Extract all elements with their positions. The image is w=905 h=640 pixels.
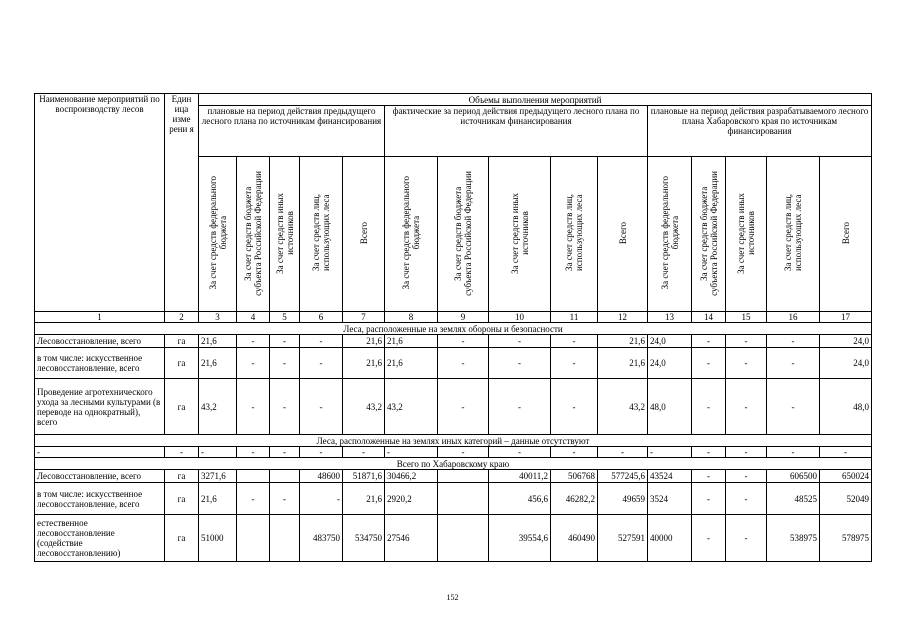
row-unit-cell: - — [165, 447, 199, 458]
value-cell: - — [692, 379, 726, 435]
value-cell: 21,6 — [385, 348, 438, 379]
value-cell: - — [551, 348, 598, 379]
value-cell: - — [692, 447, 726, 458]
row-name-cell: - — [35, 447, 165, 458]
subheader-total: Всего — [820, 157, 872, 312]
row-unit-cell: га — [165, 348, 199, 379]
value-cell — [438, 515, 489, 562]
value-cell: 2920,2 — [385, 483, 438, 515]
value-cell: 578975 — [820, 515, 872, 562]
value-cell — [438, 470, 489, 483]
row-name-cell: Лесовосстановление, всего — [35, 335, 165, 348]
value-cell: 39554,6 — [489, 515, 551, 562]
value-cell: - — [489, 379, 551, 435]
value-cell: 40000 — [648, 515, 692, 562]
row-name-cell: в том числе: искусственное лесовосстановление, всего — [35, 348, 165, 379]
value-cell: - — [726, 335, 767, 348]
value-cell: 43524 — [648, 470, 692, 483]
header-volumes: Объемы выполнения мероприятий — [199, 94, 872, 106]
value-cell — [237, 470, 270, 483]
value-cell: 21,6 — [343, 348, 385, 379]
column-number: 13 — [648, 312, 692, 323]
column-number: 3 — [199, 312, 237, 323]
subheader-federal: За счет средств федерального бюджета — [385, 157, 438, 312]
value-cell: - — [300, 379, 343, 435]
value-cell: - — [692, 483, 726, 515]
subheader-federal: За счет средств федерального бюджета — [648, 157, 692, 312]
value-cell: 21,6 — [598, 348, 648, 379]
value-cell: - — [300, 335, 343, 348]
value-cell: 21,6 — [343, 483, 385, 515]
value-cell: - — [726, 379, 767, 435]
value-cell: 48,0 — [820, 379, 872, 435]
value-cell: 43,2 — [343, 379, 385, 435]
value-cell: - — [270, 335, 300, 348]
value-cell: 43,2 — [598, 379, 648, 435]
value-cell: - — [767, 335, 820, 348]
subheader-other: За счет средств иных источников — [270, 157, 300, 312]
page-number: 152 — [446, 593, 459, 602]
row-unit-cell: га — [165, 335, 199, 348]
value-cell: - — [385, 447, 438, 458]
header-group-planned-prev: плановые на период действия предыдущего лесного плана по источникам финансирования — [199, 106, 385, 157]
value-cell: - — [300, 348, 343, 379]
subheader-other: За счет средств иных источников — [489, 157, 551, 312]
value-cell: - — [726, 483, 767, 515]
value-cell: 456,6 — [489, 483, 551, 515]
value-cell: 48600 — [300, 470, 343, 483]
value-cell: - — [237, 483, 270, 515]
section-total-region: Всего по Хабаровскому краю — [35, 458, 872, 470]
subheader-subject: За счет средств бюджета субъекта Российской Федерации — [692, 157, 726, 312]
value-cell: - — [489, 447, 551, 458]
subheader-subject: За счет средств бюджета субъекта Российской Федерации — [438, 157, 489, 312]
value-cell: - — [820, 447, 872, 458]
column-number: 9 — [438, 312, 489, 323]
value-cell: - — [489, 348, 551, 379]
header-unit: Един ица изме рени я — [165, 94, 199, 312]
header-group-planned-new: плановые на период действия разрабатываемого лесного плана Хабаровского края по источникам финансирования — [648, 106, 872, 157]
column-number: 17 — [820, 312, 872, 323]
column-number: 14 — [692, 312, 726, 323]
value-cell: 21,6 — [343, 335, 385, 348]
value-cell: - — [767, 447, 820, 458]
value-cell: - — [692, 470, 726, 483]
value-cell: 43,2 — [199, 379, 237, 435]
value-cell: - — [489, 335, 551, 348]
column-number: 6 — [300, 312, 343, 323]
table-row — [35, 470, 872, 483]
value-cell: 46282,2 — [551, 483, 598, 515]
value-cell: 483750 — [300, 515, 343, 562]
value-cell: - — [237, 447, 270, 458]
value-cell: - — [438, 335, 489, 348]
value-cell: - — [438, 379, 489, 435]
value-cell: - — [237, 335, 270, 348]
defense-rows — [35, 335, 872, 435]
column-number: 11 — [551, 312, 598, 323]
row-name-cell: естественное лесовосстановление (содействие лесовосстановлению) — [35, 515, 165, 562]
row-unit-cell: га — [165, 483, 199, 515]
value-cell: 24,0 — [820, 348, 872, 379]
value-cell: - — [270, 348, 300, 379]
value-cell: - — [692, 348, 726, 379]
subheader-total: Всего — [598, 157, 648, 312]
table-row — [35, 335, 872, 348]
value-cell: - — [438, 348, 489, 379]
column-numbers-row — [35, 312, 872, 323]
value-cell: 30466,2 — [385, 470, 438, 483]
value-cell: 21,6 — [385, 335, 438, 348]
value-cell: - — [270, 447, 300, 458]
subheader-other: За счет средств иных источников — [726, 157, 767, 312]
value-cell — [270, 470, 300, 483]
value-cell: - — [300, 483, 343, 515]
value-cell: 24,0 — [648, 335, 692, 348]
subheader-total: Всего — [343, 157, 385, 312]
value-cell: - — [598, 447, 648, 458]
value-cell: - — [343, 447, 385, 458]
value-cell: 606500 — [767, 470, 820, 483]
column-number: 15 — [726, 312, 767, 323]
column-number: 10 — [489, 312, 551, 323]
value-cell: 577245,6 — [598, 470, 648, 483]
value-cell: 21,6 — [598, 335, 648, 348]
value-cell: 527591 — [598, 515, 648, 562]
value-cell: 48,0 — [648, 379, 692, 435]
column-number: 4 — [237, 312, 270, 323]
value-cell: 27546 — [385, 515, 438, 562]
subheader-subject: За счет средств бюджета субъекта Российской Федерации — [237, 157, 270, 312]
value-cell: - — [199, 447, 237, 458]
total-rows — [35, 470, 872, 562]
value-cell: - — [551, 447, 598, 458]
value-cell: - — [726, 470, 767, 483]
value-cell: - — [551, 379, 598, 435]
value-cell — [438, 483, 489, 515]
table-row — [35, 447, 872, 458]
row-name-cell: в том числе: искусственное лесовосстановление, всего — [35, 483, 165, 515]
value-cell: 40011,2 — [489, 470, 551, 483]
value-cell: 24,0 — [820, 335, 872, 348]
column-number: 1 — [35, 312, 165, 323]
value-cell: - — [300, 447, 343, 458]
value-cell: 51000 — [199, 515, 237, 562]
column-number: 16 — [767, 312, 820, 323]
value-cell: 24,0 — [648, 348, 692, 379]
subheader-users: За счет средств лиц, использующих леса — [300, 157, 343, 312]
section-defense: Леса, расположенные на землях обороны и безопасности — [35, 323, 872, 335]
table-row — [35, 515, 872, 562]
value-cell: - — [692, 335, 726, 348]
value-cell: 51871,6 — [343, 470, 385, 483]
value-cell: 43,2 — [385, 379, 438, 435]
value-cell: 3271,6 — [199, 470, 237, 483]
value-cell: 21,6 — [199, 335, 237, 348]
section-other-categories: Леса, расположенные на землях иных категорий – данные отсутствуют — [35, 435, 872, 447]
value-cell: - — [726, 447, 767, 458]
value-cell: - — [692, 515, 726, 562]
value-cell: 534750 — [343, 515, 385, 562]
value-cell — [270, 515, 300, 562]
value-cell: 506768 — [551, 470, 598, 483]
value-cell: 52049 — [820, 483, 872, 515]
table-row — [35, 348, 872, 379]
value-cell: 21,6 — [199, 483, 237, 515]
column-number: 5 — [270, 312, 300, 323]
value-cell: - — [438, 447, 489, 458]
value-cell: 3524 — [648, 483, 692, 515]
table-row — [35, 483, 872, 515]
value-cell: 538975 — [767, 515, 820, 562]
subheader-users: За счет средств лиц, использующих леса — [767, 157, 820, 312]
subheader-users: За счет средств лиц, использующих леса — [551, 157, 598, 312]
header-name: Наименование мероприятий по воспроизводству лесов — [35, 94, 165, 312]
value-cell: 49659 — [598, 483, 648, 515]
subheader-federal: За счет средств федерального бюджета — [199, 157, 237, 312]
value-cell: 460490 — [551, 515, 598, 562]
column-number: 2 — [165, 312, 199, 323]
row-name-cell: Лесовосстановление, всего — [35, 470, 165, 483]
column-number: 7 — [343, 312, 385, 323]
value-cell: - — [767, 379, 820, 435]
value-cell: 650024 — [820, 470, 872, 483]
value-cell: - — [551, 335, 598, 348]
value-cell: - — [237, 348, 270, 379]
row-unit-cell: га — [165, 379, 199, 435]
value-cell — [237, 515, 270, 562]
value-cell: - — [726, 515, 767, 562]
column-number: 8 — [385, 312, 438, 323]
value-cell: - — [767, 348, 820, 379]
column-number: 12 — [598, 312, 648, 323]
row-name-cell: Проведение агротехнического ухода за лесными культурами (в переводе на однократный), всего — [35, 379, 165, 435]
value-cell: 48525 — [767, 483, 820, 515]
value-cell: - — [270, 483, 300, 515]
forest-reproduction-table — [34, 93, 872, 562]
value-cell: - — [648, 447, 692, 458]
value-cell: - — [237, 379, 270, 435]
value-cell: 21,6 — [199, 348, 237, 379]
row-unit-cell: га — [165, 470, 199, 483]
value-cell: - — [270, 379, 300, 435]
header-group-actual-prev: фактические за период действия предыдущего лесного плана по источникам финансирования — [385, 106, 648, 157]
row-unit-cell: га — [165, 515, 199, 562]
other-rows — [35, 447, 872, 458]
value-cell: - — [726, 348, 767, 379]
table-row — [35, 379, 872, 435]
